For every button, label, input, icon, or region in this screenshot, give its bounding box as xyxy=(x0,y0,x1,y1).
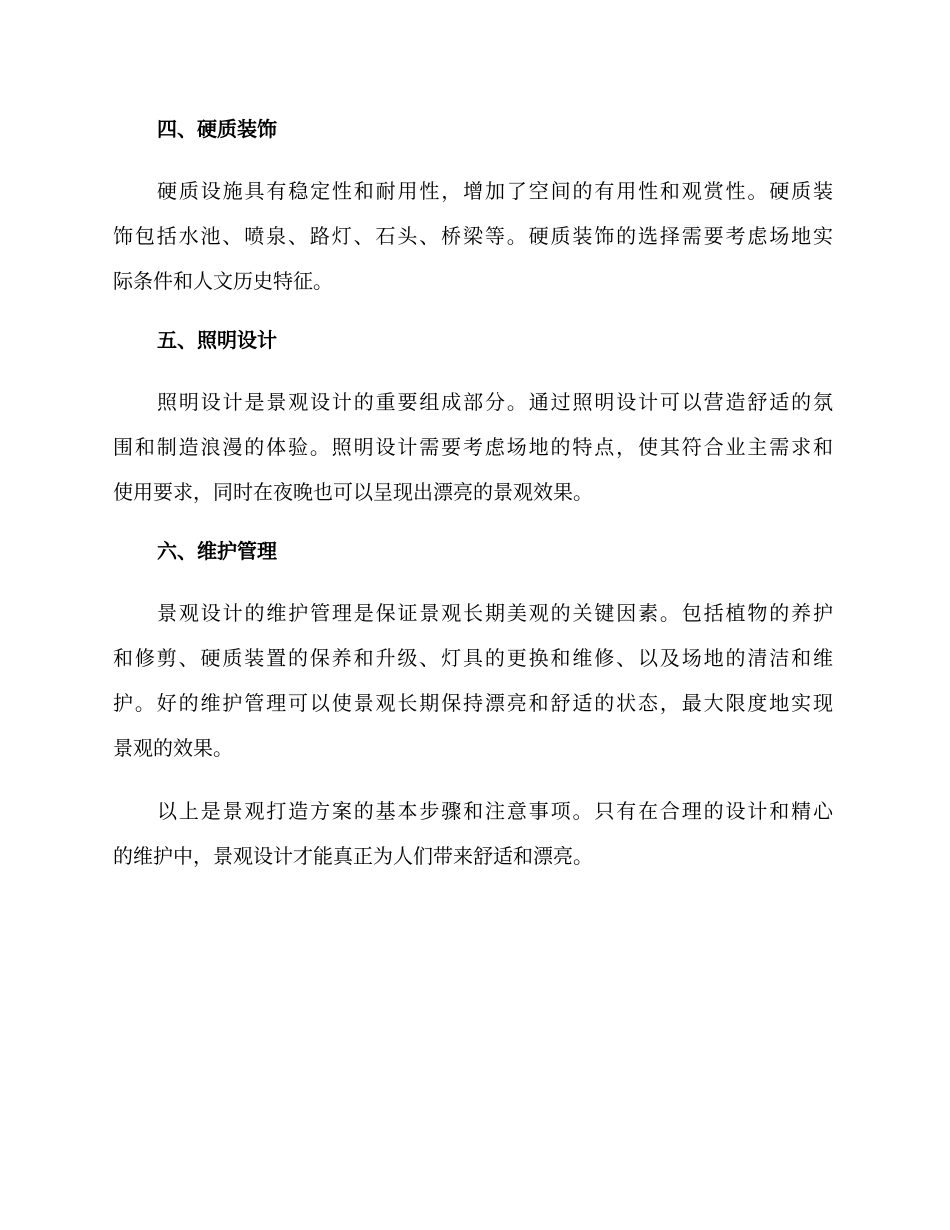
section-heading: 五、照明设计 xyxy=(157,328,277,352)
paragraph-line: 硬质设施具有稳定性和耐用性，增加了空间的有用性和观赏性。硬质装 xyxy=(157,179,833,203)
section-hard-decoration xyxy=(113,111,833,322)
section-paragraph xyxy=(113,380,833,515)
paragraph-line: 的维护中，景观设计才能真正为人们带来舒适和漂亮。 xyxy=(113,844,593,868)
paragraph-line: 景观设计的维护管理是保证景观长期美观的关键因素。包括植物的养护 xyxy=(157,601,833,625)
paragraph-line: 围和制造浪漫的体验。照明设计需要考虑场地的特点，使其符合业主需求和 xyxy=(113,435,833,459)
paragraph-line: 使用要求，同时在夜晚也可以呈现出漂亮的景观效果。 xyxy=(113,480,593,504)
section-paragraph xyxy=(113,591,833,771)
section-maintenance-management xyxy=(113,533,833,789)
paragraph-line: 和修剪、硬质装置的保养和升级、灯具的更换和维修、以及场地的清洁和维 xyxy=(113,646,833,670)
section-paragraph xyxy=(113,169,833,304)
conclusion-paragraph xyxy=(113,789,833,879)
paragraph-line: 际条件和人文历史特征。 xyxy=(113,269,333,293)
document-body xyxy=(113,111,833,879)
paragraph-line: 景观的效果。 xyxy=(113,736,233,760)
paragraph-line: 以上是景观打造方案的基本步骤和注意事项。只有在合理的设计和精心 xyxy=(157,799,833,823)
paragraph-line: 照明设计是景观设计的重要组成部分。通过照明设计可以营造舒适的氛 xyxy=(157,390,833,414)
section-heading: 四、硬质装饰 xyxy=(157,117,277,141)
section-heading: 六、维护管理 xyxy=(157,539,277,563)
paragraph-line: 护。好的维护管理可以使景观长期保持漂亮和舒适的状态，最大限度地实现 xyxy=(113,691,833,715)
paragraph-line: 饰包括水池、喷泉、路灯、石头、桥梁等。硬质装饰的选择需要考虑场地实 xyxy=(113,224,833,248)
conclusion xyxy=(113,789,833,879)
section-lighting-design xyxy=(113,322,833,533)
